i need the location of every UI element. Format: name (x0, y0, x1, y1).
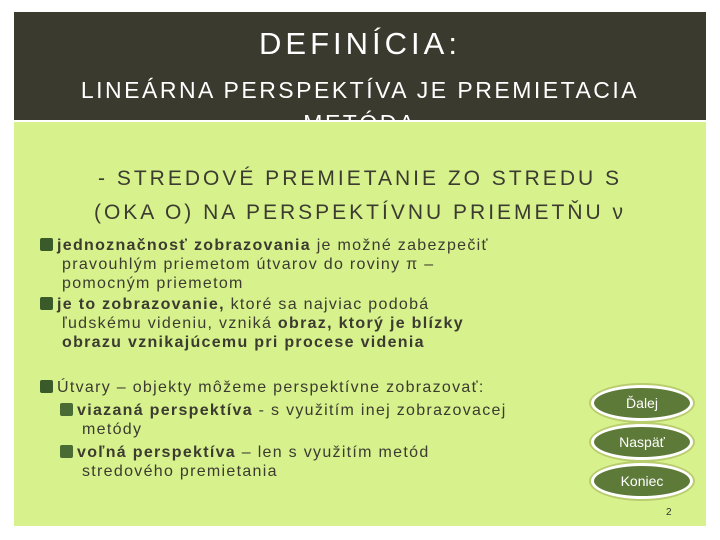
sub-bullet-square-icon (60, 403, 73, 416)
sub-bullet-2-text: – len s využitím metód (236, 444, 430, 461)
lead-text (14, 162, 706, 230)
bullet-list-2 (40, 378, 600, 483)
bullet-2-line-2: ľudskému videniu, vzniká (62, 315, 278, 332)
bullet-square-icon (40, 238, 53, 251)
lead-line-2: (OKA O) NA PERSPEKTÍVNU PRIEMETŇU ν (93, 201, 627, 224)
bullet-square-icon (40, 297, 53, 310)
next-button[interactable]: Ďalej (591, 385, 693, 421)
bullet-1-line-2: pravouhlým priemetom útvarov do roviny π – (62, 256, 435, 273)
sub-bullet-square-icon (60, 445, 73, 458)
slide-title: DEFINÍCIA: (259, 26, 461, 61)
page-number: 2 (666, 507, 672, 518)
sub-bullet-1-text: - s využitím inej zobrazovacej (252, 402, 507, 419)
back-button[interactable]: Naspäť (591, 424, 693, 460)
bullet-item-3 (40, 378, 600, 481)
bullet-2-text: ktoré sa najviac podobá (224, 296, 430, 313)
end-button[interactable]: Koniec (591, 463, 693, 499)
slide-header (14, 12, 706, 120)
lead-line-1: - STREDOVÉ PREMIETANIE ZO STREDU S (98, 167, 622, 190)
sub-bullet-1 (40, 401, 600, 439)
bullet-2-bold: je to zobrazovanie, (57, 296, 225, 313)
bullet-1-line-3: pomocným priemetom (62, 275, 244, 292)
bullet-3-text: Útvary – objekty môžeme perspektívne zobrazovať: (57, 379, 485, 396)
bullet-1-text: je možné zabezpečiť (310, 237, 489, 254)
bullet-list (40, 236, 580, 354)
sub-bullet-2-bold: voľná perspektíva (77, 444, 236, 461)
bullet-square-icon (40, 380, 53, 393)
sub-bullet-2-line-2: stredového premietania (82, 463, 278, 480)
bullet-2-line-2-bold: obraz, ktorý je blízky (277, 315, 464, 332)
content-panel (14, 122, 706, 526)
sub-bullet-2 (40, 443, 600, 481)
bullet-2-line-3-bold: obrazu vznikajúcemu pri procese videnia (62, 334, 425, 351)
sub-bullet-1-bold: viazaná perspektíva (77, 402, 253, 419)
subtitle-line-1: LINEÁRNA PERSPEKTÍVA JE PREMIETACIA (80, 77, 640, 103)
bullet-item-2 (40, 295, 580, 352)
sub-bullet-1-line-2: metódy (82, 421, 143, 438)
bullet-1-bold: jednoznačnosť zobrazovania (57, 237, 311, 254)
bullet-item-1 (40, 236, 580, 293)
